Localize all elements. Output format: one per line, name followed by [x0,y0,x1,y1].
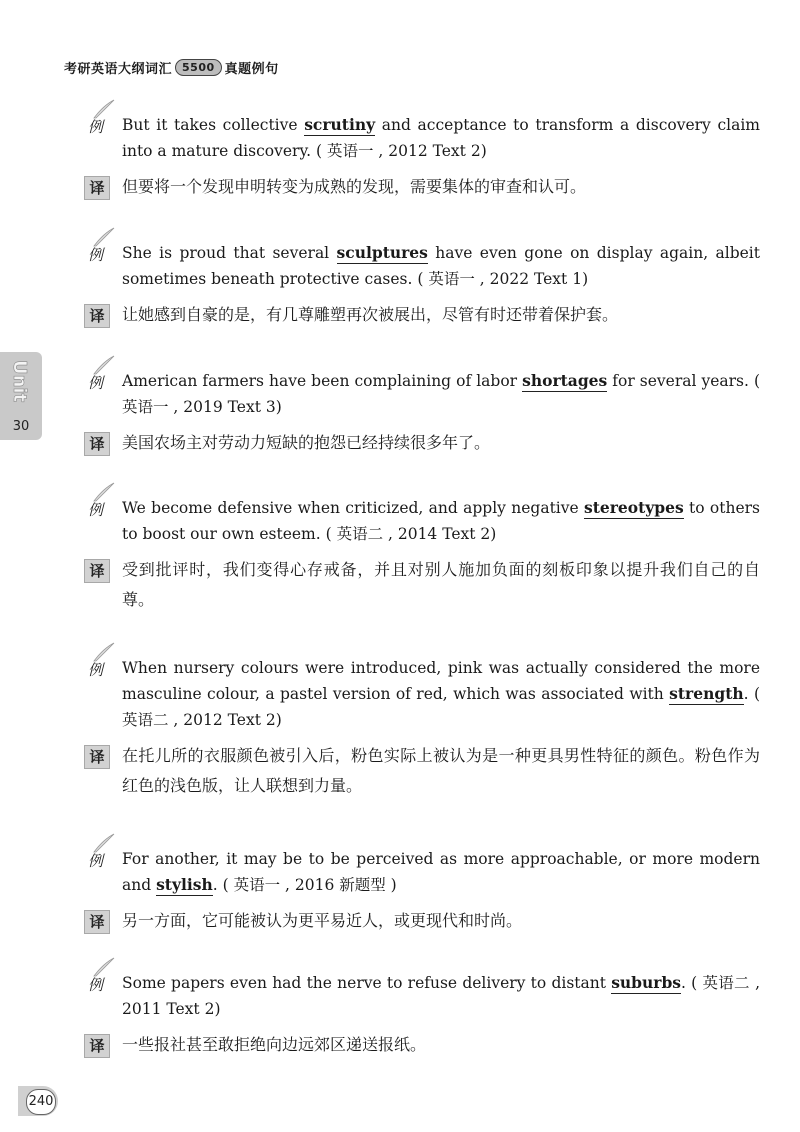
vocab-word: stylish [156,875,213,894]
translation-label: 译 [84,910,110,934]
translation-label: 译 [84,176,110,200]
translation-label: 译 [84,1034,110,1058]
header-title: 考研英语大纲词汇 [64,62,173,77]
translation-label: 译 [84,745,110,769]
vocab-word: stereotypes [584,498,684,517]
vocab-word: scrutiny [304,115,376,134]
example-label: 例 [84,655,114,681]
example-entry-2 [84,240,760,330]
page-number: 240 [26,1089,56,1115]
translation: 译 美国农场主对劳动力短缺的抱怨已经持续很多年了。 [84,428,760,458]
translation-label: 译 [84,304,110,328]
example-entry-6 [84,846,760,936]
example-sentence: 例 Some papers even had the nerve to refuse delivery to distant suburbs. ( 英语二 , 2011 Text 2) [84,970,760,1022]
translation-label: 译 [84,559,110,583]
unit-label: Unit [9,360,30,403]
translation: 译 在托儿所的衣服颜色被引入后，粉色实际上被认为是一种更具男性特征的颜色。粉色作为红色的浅色版，让人联想到力量。 [84,741,760,801]
header-subtitle: 真题例句 [224,62,279,77]
example-label: 例 [84,846,114,872]
example-label: 例 [84,240,114,266]
translation: 译 受到批评时，我们变得心存戒备，并且对别人施加负面的刻板印象以提升我们自己的自尊。 [84,555,760,615]
example-label: 例 [84,112,114,138]
example-entry-7 [84,970,760,1060]
translation: 译 让她感到自豪的是，有几尊雕塑再次被展出，尽管有时还带着保护套。 [84,300,760,330]
vocab-word: sculptures [336,243,428,262]
example-entry-5 [84,655,760,801]
vocab-word: suburbs [611,973,682,992]
running-header [64,58,279,77]
example-entry-1 [84,112,760,202]
example-sentence: 例 We become defensive when criticized, and apply negative stereotypes to others to boost our own esteem. ( 英语二 , 2014 Text 2) [84,495,760,547]
example-sentence: 例 But it takes collective scrutiny and acceptance to transform a discovery claim into a mature discovery. ( 英语一 , 2012 Text 2) [84,112,760,164]
header-badge-5500: 5500 [175,59,222,76]
translation-label: 译 [84,432,110,456]
example-sentence: 例 For another, it may be to be perceived as more approachable, or more modern and stylish. ( 英语一 , 2016 新题型 ) [84,846,760,898]
translation: 译 一些报社甚至敢拒绝向边远郊区递送报纸。 [84,1030,760,1060]
translation: 译 但要将一个发现申明转变为成熟的发现，需要集体的审查和认可。 [84,172,760,202]
vocab-word: strength [669,684,744,703]
translation: 译 另一方面，它可能被认为更平易近人，或更现代和时尚。 [84,906,760,936]
example-sentence: 例 American farmers have been complaining of labor shortages for several years. ( 英语一 , 2019 Text 3) [84,368,760,420]
example-entry-3 [84,368,760,458]
vocab-word: shortages [522,371,608,390]
unit-number: 30 [12,419,30,434]
example-sentence: 例 She is proud that several sculptures have even gone on display again, albeit sometimes beneath protective cases. ( 英语一 , 2022 Text 1) [84,240,760,292]
example-entry-4 [84,495,760,615]
unit-tab [0,352,42,440]
example-label: 例 [84,495,114,521]
example-label: 例 [84,970,114,996]
example-label: 例 [84,368,114,394]
page-number-tab [18,1086,58,1116]
example-sentence: 例 When nursery colours were introduced, pink was actually considered the more masculine colour, a pastel version of red, which was associated with strength. ( 英语二 , 2012 Text 2) [84,655,760,733]
